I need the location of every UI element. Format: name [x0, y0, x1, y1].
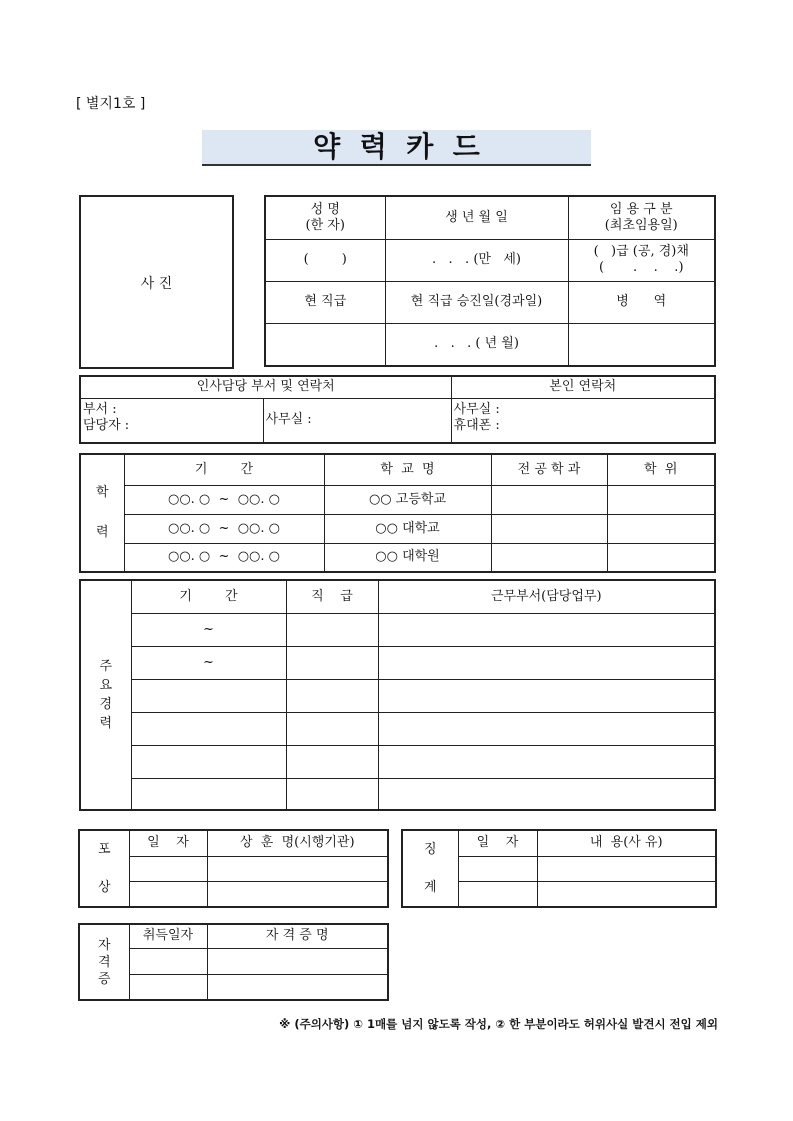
table-row	[80, 712, 715, 745]
military-header: 병 역	[568, 281, 715, 323]
promo-header: 현 직급 승진일(경과일)	[385, 281, 568, 323]
discipline-side-1: 징	[423, 841, 437, 857]
career-table	[79, 579, 716, 811]
table-row	[80, 485, 715, 514]
appoint-label: 임 용 구 분	[609, 201, 673, 217]
table-row	[80, 543, 715, 572]
career-period-cell[interactable]	[131, 778, 286, 810]
promo-field[interactable]	[385, 323, 568, 366]
name-label: 성 명	[310, 201, 340, 217]
name-field[interactable]	[265, 239, 385, 281]
license-side-label: 자 격 증	[79, 924, 129, 1000]
edu-period-cell[interactable]: ○○. ○ ~ ○○. ○	[124, 543, 324, 572]
license-name-cell[interactable]	[207, 974, 388, 1000]
manager-label: 담당자 :	[83, 417, 130, 433]
career-period-cell[interactable]	[131, 712, 286, 745]
license-date-cell[interactable]	[129, 948, 207, 974]
office-label: 사무실 :	[265, 412, 312, 428]
edu-degree-cell[interactable]	[607, 485, 715, 514]
license-name-cell[interactable]	[207, 948, 388, 974]
table-row	[80, 778, 715, 810]
edu-period-cell[interactable]: ○○. ○ ~ ○○. ○	[124, 514, 324, 543]
career-rank-cell[interactable]	[286, 712, 378, 745]
career-side-label: 주 요 경 력	[80, 580, 131, 810]
discipline-side-label	[402, 830, 458, 907]
edu-major-header: 전 공 학 과	[491, 454, 607, 485]
photo-label: 사 진	[140, 276, 173, 292]
birth-header: 생 년 월 일	[385, 196, 568, 239]
awards-table	[78, 829, 389, 908]
career-rank-cell[interactable]	[286, 646, 378, 679]
career-dept-cell[interactable]	[378, 679, 715, 712]
discipline-content-cell[interactable]	[537, 856, 716, 881]
edu-degree-header: 학 위	[607, 454, 715, 485]
award-name-cell[interactable]	[207, 856, 388, 881]
award-name-header: 상 훈 명(시행기관)	[207, 830, 388, 856]
award-date-header: 일 자	[129, 830, 207, 856]
edu-school-cell[interactable]: ○○ 대학교	[324, 514, 491, 543]
discipline-table	[401, 829, 717, 908]
career-dept-cell[interactable]	[378, 646, 715, 679]
edu-major-cell[interactable]	[491, 543, 607, 572]
award-date-cell[interactable]	[129, 881, 207, 907]
award-date-cell[interactable]	[129, 856, 207, 881]
edu-school-header: 학 교 명	[324, 454, 491, 485]
career-dept-cell[interactable]	[378, 712, 715, 745]
self-office-label: 사무실 :	[453, 401, 500, 417]
appoint-field[interactable]	[568, 239, 715, 281]
hr-contact-header: 인사담당 부서 및 연락처	[80, 376, 451, 398]
career-period-header: 기 간	[131, 580, 286, 613]
page-title: 약 력 카 드	[313, 130, 480, 163]
appoint-first-label: (최초임용일)	[604, 217, 678, 233]
discipline-content-header: 내 용(사 유)	[537, 830, 716, 856]
title-bar	[202, 130, 591, 166]
edu-period-cell[interactable]: ○○. ○ ~ ○○. ○	[124, 485, 324, 514]
awards-side-1: 포	[97, 841, 111, 857]
discipline-date-cell[interactable]	[458, 856, 537, 881]
table-row	[80, 514, 715, 543]
career-rank-cell[interactable]	[286, 745, 378, 778]
discipline-date-cell[interactable]	[458, 881, 537, 907]
education-table	[79, 453, 716, 573]
awards-side-2: 상	[97, 879, 111, 895]
name-header	[265, 196, 385, 239]
discipline-side-2: 계	[423, 879, 437, 895]
self-contact-header: 본인 연락처	[451, 376, 715, 398]
career-rank-cell[interactable]	[286, 613, 378, 646]
table-row	[80, 613, 715, 646]
career-rank-cell[interactable]	[286, 679, 378, 712]
table-row	[80, 646, 715, 679]
form-number: [ 별지1호 ]	[76, 96, 146, 112]
notice-text: ※ (주의사항) ① 1매를 넘지 않도록 작성, ② 한 부분이라도 허위사실 발견시 전입 제외	[279, 1017, 718, 1031]
rank-header: 현 직급	[265, 281, 385, 323]
career-dept-header: 근무부서(담당업무)	[378, 580, 715, 613]
edu-degree-cell[interactable]	[607, 514, 715, 543]
contact-table	[79, 375, 716, 444]
name-value: ( )	[303, 252, 347, 267]
appoint-value: ( )급 (공, 경)채	[593, 244, 689, 259]
table-row	[80, 745, 715, 778]
name-hanja-label: (한 자)	[305, 217, 345, 233]
birth-value: . . . (만 세)	[432, 252, 521, 267]
birth-field[interactable]	[385, 239, 568, 281]
career-period-cell[interactable]: ~	[131, 613, 286, 646]
rank-field[interactable]	[265, 323, 385, 366]
self-contact-cell[interactable]	[451, 398, 715, 443]
education-side-2: 력	[95, 525, 109, 540]
awards-side-label	[79, 830, 129, 907]
appoint-header	[568, 196, 715, 239]
edu-degree-cell[interactable]	[607, 543, 715, 572]
personal-info-table	[264, 195, 716, 367]
hr-office-cell[interactable]	[263, 398, 451, 443]
career-period-cell[interactable]: ~	[131, 646, 286, 679]
license-date-header: 취득일자	[129, 924, 207, 948]
dept-label: 부서 :	[83, 401, 117, 417]
career-dept-cell[interactable]	[378, 745, 715, 778]
edu-major-cell[interactable]	[491, 514, 607, 543]
career-period-cell[interactable]	[131, 679, 286, 712]
award-name-cell[interactable]	[207, 881, 388, 907]
table-row	[80, 679, 715, 712]
career-rank-cell[interactable]	[286, 778, 378, 810]
career-dept-cell[interactable]	[378, 613, 715, 646]
career-rank-header: 직 급	[286, 580, 378, 613]
hr-dept-cell[interactable]	[80, 398, 263, 443]
education-side-1: 학	[95, 485, 109, 500]
edu-school-cell[interactable]: ○○ 대학원	[324, 543, 491, 572]
license-table	[78, 923, 389, 1001]
license-name-header: 자 격 증 명	[207, 924, 388, 948]
edu-major-cell[interactable]	[491, 485, 607, 514]
photo-box[interactable]	[79, 195, 234, 369]
edu-period-header: 기 간	[124, 454, 324, 485]
career-dept-cell[interactable]	[378, 778, 715, 810]
license-date-cell[interactable]	[129, 974, 207, 1000]
promo-value: . . . ( 년 월)	[434, 336, 519, 352]
appoint-date-value: ( . . .)	[598, 260, 684, 275]
discipline-content-cell[interactable]	[537, 881, 716, 907]
discipline-date-header: 일 자	[458, 830, 537, 856]
education-side-label	[80, 454, 124, 572]
edu-school-cell[interactable]: ○○ 고등학교	[324, 485, 491, 514]
mobile-label: 휴대폰 :	[453, 417, 500, 433]
career-period-cell[interactable]	[131, 745, 286, 778]
military-field[interactable]	[568, 323, 715, 366]
